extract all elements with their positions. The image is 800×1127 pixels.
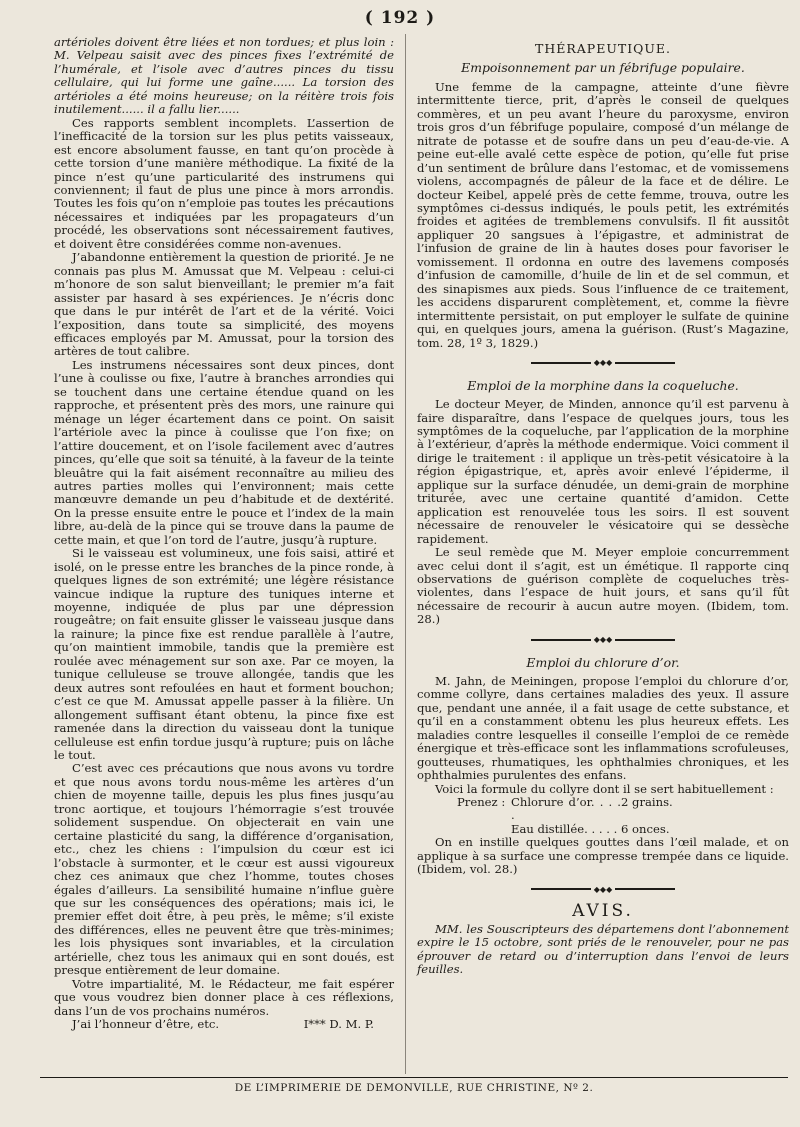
article-title: Emploi du chlorure d’or. bbox=[526, 654, 680, 670]
signature: I*** D. M. P. bbox=[303, 1017, 374, 1032]
ornament-divider: ◆◆◆ bbox=[417, 633, 789, 648]
paragraph: On en instille quelques gouttes dans l’œil malade, et on applique à sa surface une compresse trempée dans ce liquide. (Ibidem, vol. 28.) bbox=[417, 835, 789, 877]
paragraph: Votre impartialité, M. le Rédacteur, me fait espérer que vous voudrez bien donner place à ces réflexions, dans l’un de vos prochains numéros. bbox=[54, 976, 394, 1018]
paragraph: C’est avec ces précautions que nous avons vu tordre et que nous avons tordu nous-même les artères d’un chien de moyenne taille, depuis les plus fines jusqu’au tronc aortique, et toujours l’hémorragie s’est trouvée solidement suspendue. On objecterait en vain une certaine plasticité du sang, la différence d’organisation, etc., chez les chiens : l’impulsion du cœur est ici l’obstacle à surmonter, et le cœur est aussi vigoureux chez ces animaux que chez l’homme, toutes choses égales d’ailleurs. La sensibilité humaine n’influe guère que sur les conséquences des opérations; mais ici, le premier effet doit être, à peu près, le même; s’il existe des différences, elles ne peuvent être que très-minimes; les lois physiques sont invariables, et la circulation artérielle, chez tous les animaux qui en sont doués, est presque entièrement de leur domaine. bbox=[54, 761, 394, 978]
page-number: ( 192 ) bbox=[364, 8, 436, 28]
formula-qty: 2 grains. bbox=[621, 795, 673, 810]
closing-text: J’ai l’honneur d’être, etc. bbox=[72, 1017, 220, 1032]
paragraph: Le docteur Meyer, de Minden, annonce qu’il est parvenu à faire disparaître, dans l’espace de quelques jours, tous les symptômes de la coqueluche, par l’application de la morphine à l’extérieur, d’après la méthode endermique. Voici comment il dirige le traitement : il applique un très-petit vésicatoire à la région épigastrique, et, après avoir enlevé l’épiderme, il applique sur la surface dénudée, un demi-grain de morphine triturée, avec une certaine quantité d’amidon. Cette application est renouvelée tous les soirs. Il est souvent nécessaire de renouveler le vésicatoire qui se dessèche rapidement. bbox=[417, 397, 789, 546]
article-title: Emploi de la morphine dans la coqueluche. bbox=[467, 377, 739, 393]
printer-footer: DE L’IMPRIMERIE DE DEMONVILLE, RUE CHRISTINE, Nº 2. bbox=[234, 1082, 594, 1094]
article-title: Empoisonnement par un fébrifuge populaire. bbox=[461, 60, 745, 76]
right-column bbox=[417, 42, 789, 977]
notice-text: MM. les Souscripteurs des départemens dont l’abonnement expire le 15 octobre, sont priés de le renouveler, pour ne pas éprouver de retard ou d’interruption dans l’envoi de leurs feuilles. bbox=[417, 921, 789, 977]
formula-row bbox=[457, 823, 789, 836]
section-heading: THÉRAPEUTIQUE. bbox=[534, 41, 672, 56]
paragraph: Une femme de la campagne, atteinte d’une fièvre intermittente tierce, prit, d’après le conseil de quelques commères, et un peu avant l’heure du paroxysme, environ trois gros d’un fébrifuge populaire, composé d’un mélange de nitrate de potasse et de soufre dans un peu d’eau-de-vie. A peine eut-elle avalé cette espèce de potion, qu’elle fut prise d’un sentiment de brûlure dans l’estomac, et de vomissemens violens, accompagnés de pâleur de la face et de délire. Le docteur Keibel, appelé près de cette femme, trouva, outre les symptômes ci-dessus indiqués, le pouls petit, les extrémités froides et agitées de tremblemens convulsifs. Il fit aussitôt appliquer 20 sangsues à l’épigastre, et administrat de l’infusion de graine de lin à hautes doses pour favoriser le vomissement. Il ordonna en outre des lavemens composés d’infusion de camomille, d’huile de lin et de sel commun, et des sinapismes aux pieds. Sous l’influence de ce traitement, les accidens disparurent complètement, et, comme la fièvre intermittente persistait, on put employer le sulfate de quinine qui, en quelques jours, amena la guérison. (Rust’s Magazine, tom. 28, 1º 3, 1829.) bbox=[417, 79, 789, 350]
paragraph: Les instrumens nécessaires sont deux pinces, dont l’une à coulisse ou fixe, l’autre à branches arrondies qui se touchent dans une certaine étendue quand on les rapproche, et présentent près des mors, une rainure qui ménage un léger écartement dans ce point. On saisit l’artériole avec la pince à coulisse que l’on fixe; on l’attire doucement, et on l’isole facilement avec d’autres pinces, qu’elle que soit sa ténuité, à la faveur de la teinte bleuâtre qui la fait aisément reconnaître au milieu des autres parties molles qui l’environnent; mais cette manœuvre demande un peu d’habitude et de dextérité. On la presse ensuite entre le pouce et l’index de la main libre, au-delà de la pince qui se trouve dans la paume de cette main, et que l’on tord de l’autre, jusqu’à rupture. bbox=[54, 357, 394, 547]
closing-line bbox=[54, 1018, 394, 1031]
formula-item: Eau distillée. . . . . bbox=[511, 821, 618, 836]
ornament-divider: ◆◆◆ bbox=[417, 356, 789, 371]
paragraph: M. Jahn, de Meiningen, propose l’emploi du chlorure d’or, comme collyre, dans certaines maladies des yeux. Il assure que, pendant une année, il a fait usage de cette substance, et qu’il en a constamment obtenu les plus heureux effets. Les maladies contre lesquelles il conseille l’emploi de ce remède énergique et très-efficace sont les inflammations scrofuleuses, goutteuses, rhumatiques, les ophthalmies chroniques, et les ophthalmies purulentes des enfans. bbox=[417, 673, 789, 783]
paragraph: Ces rapports semblent incomplets. L’assertion de l’inefficacité de la torsion sur les plus petits vaisseaux, est encore absolument fausse, en tant qu’on procède à cette torsion d’une manière méthodique. La fixité de la pince n’est qu’une particularité des instrumens qui conviennent; il faut de plus une pince à mors arrondis. Toutes les fois qu’on n’emploie pas toutes les précautions nécessaires et indiquées par les propagateurs d’un procédé, les observations sont nécessairement fautives, et doivent être considérées comme non-avenues. bbox=[54, 115, 394, 251]
formula-label bbox=[457, 823, 511, 836]
paragraph: Voici la formule du collyre dont il se sert habituellement : bbox=[435, 781, 774, 796]
footer-rule bbox=[40, 1077, 788, 1078]
paragraph: artérioles doivent être liées et non tordues; et plus loin : M. Velpeau saisit avec des pinces fixes l’extrémité de l’humérale, et l’isole avec d’autres pinces du tissu cellulaire, qui lui forme une gaîne...... La torsion des artérioles a été moins heureuse; on la réitère trois fois inutilement...... il a fallu lier...... bbox=[54, 35, 394, 117]
paragraph: J’abandonne entièrement la question de priorité. Je ne connais pas plus M. Amussat que M. Velpeau : celui-ci m’honore de son salut bienveillant; le premier m’a fait assister par hasard à ses expériences. Je n’écris donc que dans le pur intérêt de l’art et de la vérité. Voici l’exposition, dans toute sa simplicité, des moyens efficaces employés par M. Amussat, pour la torsion des artères de tout calibre. bbox=[54, 250, 394, 359]
formula-row bbox=[457, 796, 789, 823]
formula-qty: 6 onces. bbox=[621, 821, 670, 836]
formula bbox=[457, 796, 789, 836]
paragraph: Si le vaisseau est volumineux, une fois saisi, attiré et isolé, on le presse entre les branches de la pince ronde, à quelques lignes de son extrémité; une légère résistance vaincue indique la rupture des tuniques interne et moyenne, indiquée de plus par une dépression rougeâtre; on fait ensuite glisser le vaisseau jusque dans la rainure; la pince fixe est rendue parallèle à l’autre, qu’on maintient immobile, tandis que la première est roulée avec ménagement sur son axe. Par ce moyen, la tunique celluleuse se trouve allongée, tandis que les deux autres sont refoulées en haut et forment bouchon; c’est ce que M. Amussat appelle passer à la filière. Un allongement suffisant étant obtenu, la pince fixe est ramenée dans la direction du vaisseau dont la tunique celluleuse est enfin tordue jusqu’à rupture; puis on lâche le tout. bbox=[54, 546, 394, 763]
ornament-divider: ◆◆◆ bbox=[417, 883, 789, 898]
paragraph: Le seul remède que M. Meyer emploie concurremment avec celui dont il s’agit, est un émétique. Il rapporte cinq observations de guérison complète de coqueluches très-violentes, dans l’espace de huit jours, et sans qu’il fût nécessaire de recourir à aucun autre moyen. (Ibidem, tom. 28.) bbox=[417, 545, 789, 627]
formula-label: Prenez : bbox=[457, 795, 506, 810]
formula-item: Chlorure d’or. . . . . bbox=[511, 795, 621, 823]
left-column bbox=[54, 36, 394, 1032]
column-divider bbox=[405, 34, 406, 1074]
notice-title: AVIS. bbox=[572, 901, 634, 922]
